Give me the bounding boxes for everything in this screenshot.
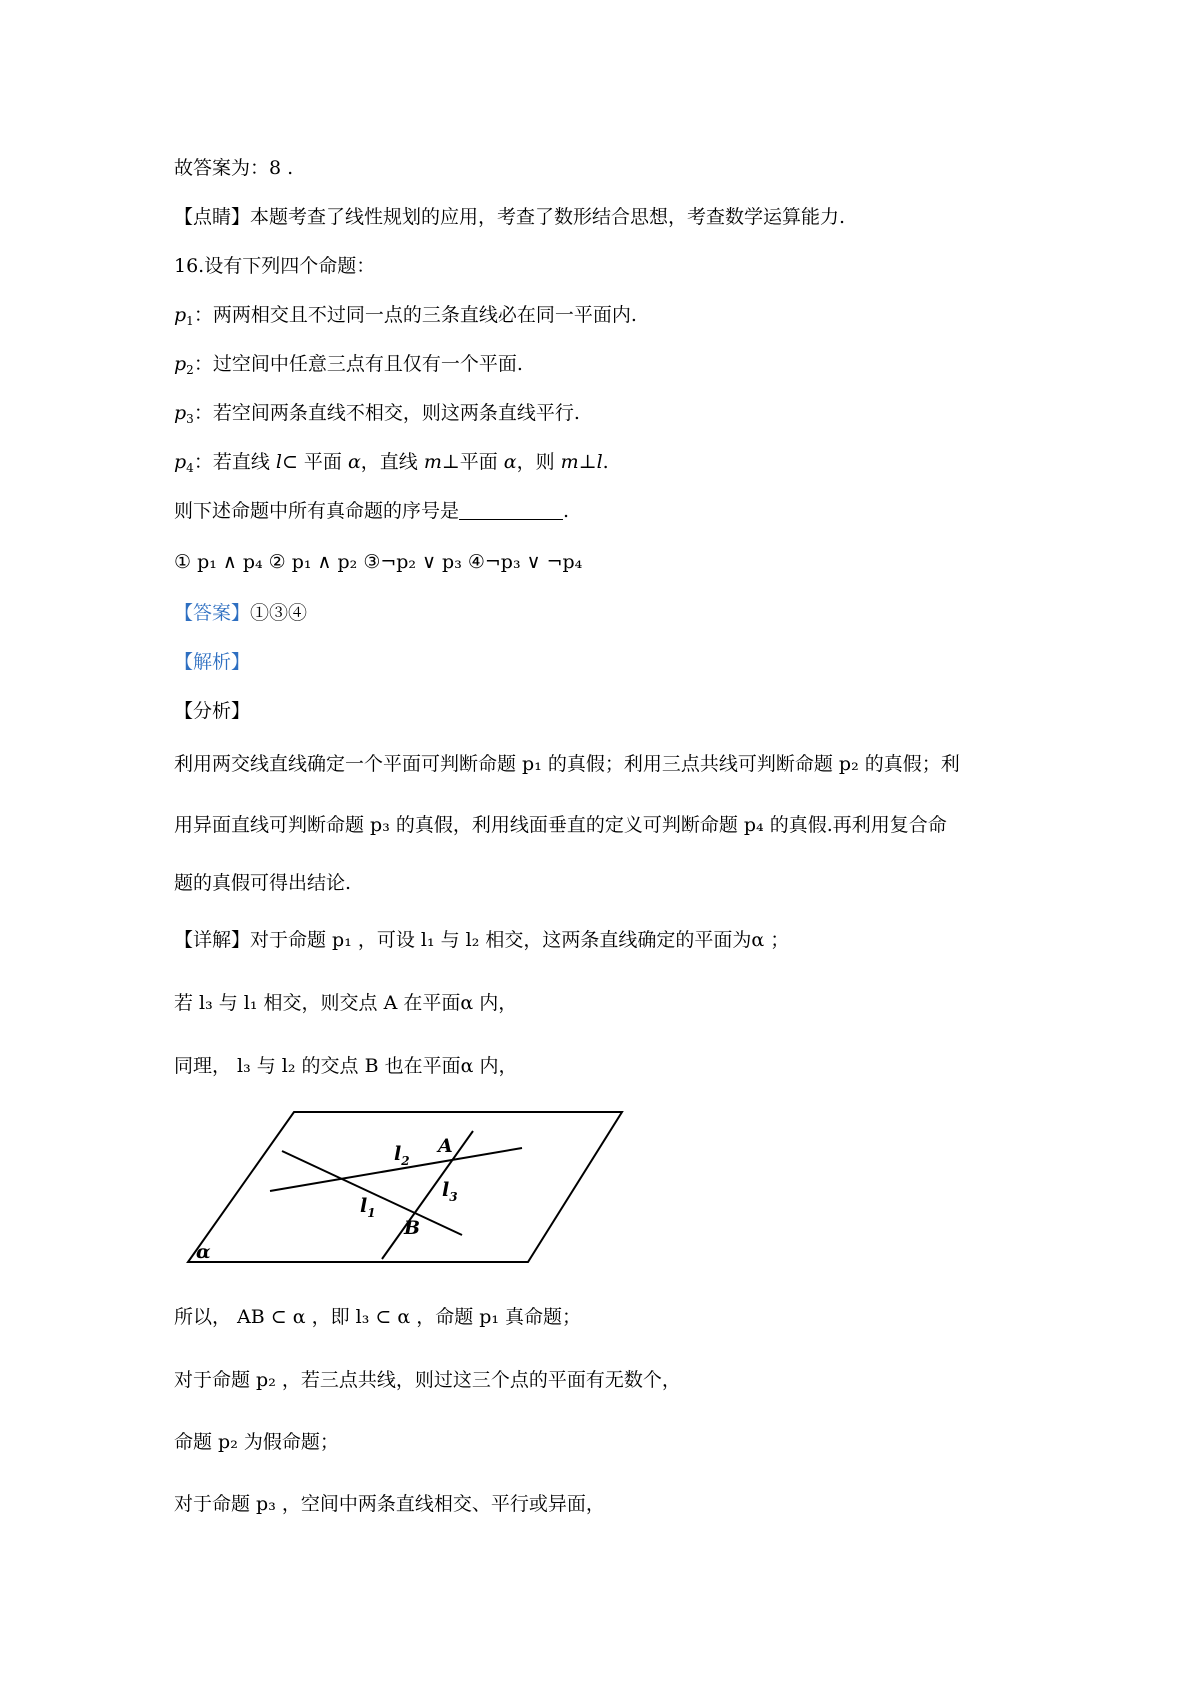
answer-tag: 【答案】 [174,602,251,624]
question-title: 16.设有下列四个命题： [174,255,376,277]
p4-text-e: ，则 [516,451,561,473]
p2-symbol: p [174,353,187,375]
p2-text: ：过空间中任意三点有且仅有一个平面. [193,353,523,375]
label-alpha: α [196,1241,211,1263]
jiexi-tag: 【解析】 [174,651,251,673]
p2-subscript: 2 [186,363,194,377]
p4-m-2: m [560,451,579,473]
question-period: . [563,500,570,522]
p1-symbol: p [174,304,187,326]
p1-text: ：两两相交且不过同一点的三条直线必在同一平面内. [193,304,637,326]
plane-lines-figure [174,1108,634,1268]
detail-line-2: 若 l₃ 与 l₁ 相交，则交点 A 在平面α 内， [174,992,518,1014]
analysis-line-3: 题的真假可得出结论. [174,872,352,894]
options-line: ① p₁ ∧ p₄ ② p₁ ∧ p₂ ③¬p₂ ∨ p₃ ④¬p₃ ∨ ¬p₄ [174,551,583,573]
p4-text-b: ⊂ 平面 [281,451,348,473]
answer-value: ①③④ [250,602,308,624]
p3-text: ：若空间两条直线不相交，则这两条直线平行. [193,402,580,424]
label-A: A [438,1135,453,1157]
answer-blank [459,499,563,520]
proposition-p3 [174,399,580,433]
detail-line-7: 对于命题 p₃ ，空间中两条直线相交、平行或异面， [174,1493,605,1515]
detail-line-5: 对于命题 p₂ ，若三点共线，则过这三个点的平面有无数个， [174,1369,681,1391]
p4-m-1: m [423,451,442,473]
question-text: 则下述命题中所有真命题的序号是 [174,500,460,522]
p4-text-f: ⊥ [578,451,597,473]
answer-row [174,599,307,627]
answer-line: 故答案为：8 . [174,157,294,179]
proposition-p2 [174,350,523,384]
detail-line-1: 【详解】对于命题 p₁ ，可设 l₁ 与 l₂ 相交，这两条直线确定的平面为α ； [174,929,790,951]
question-prompt [174,497,569,525]
p3-symbol: p [174,402,187,424]
label-l3: $l_3$ [442,1179,458,1204]
p4-alpha-2: α [503,451,517,473]
p4-l: l [275,451,282,473]
detail-line-3: 同理， l₃ 与 l₂ 的交点 B 也在平面α 内， [174,1055,518,1077]
detail-line-4: 所以， AB ⊂ α ，即 l₃ ⊂ α ，命题 p₁ 真命题； [174,1306,582,1328]
plane-alpha-outline [188,1112,622,1262]
p4-subscript: 4 [186,461,194,475]
fenxi-tag: 【分析】 [174,700,251,722]
p4-alpha-1: α [347,451,361,473]
p1-subscript: 1 [186,314,194,328]
p4-text-g: . [602,451,609,473]
analysis-line-2: 用异面直线可判断命题 p₃ 的真假，利用线面垂直的定义可判断命题 p₄ 的真假.再利用复合命 [174,814,947,836]
p4-l-2: l [596,451,603,473]
comment-line: 【点睛】本题考查了线性规划的应用，考查了数形结合思想，考查数学运算能力. [174,206,846,228]
p4-text-c: ，直线 [360,451,424,473]
label-l2: $l_2$ [394,1143,410,1168]
label-B: B [404,1217,421,1239]
p4-text-d: ⊥平面 [441,451,504,473]
proposition-p4 [174,448,609,482]
p4-text-a: ：若直线 [193,451,276,473]
analysis-line-1: 利用两交线直线确定一个平面可判断命题 p₁ 的真假；利用三点共线可判断命题 p₂ 的真假；利 [174,753,960,775]
label-l1: $l_1$ [360,1195,376,1220]
p4-symbol: p [174,451,187,473]
proposition-p1 [174,301,637,335]
p3-subscript: 3 [186,412,194,426]
detail-line-6: 命题 p₂ 为假命题； [174,1431,339,1453]
